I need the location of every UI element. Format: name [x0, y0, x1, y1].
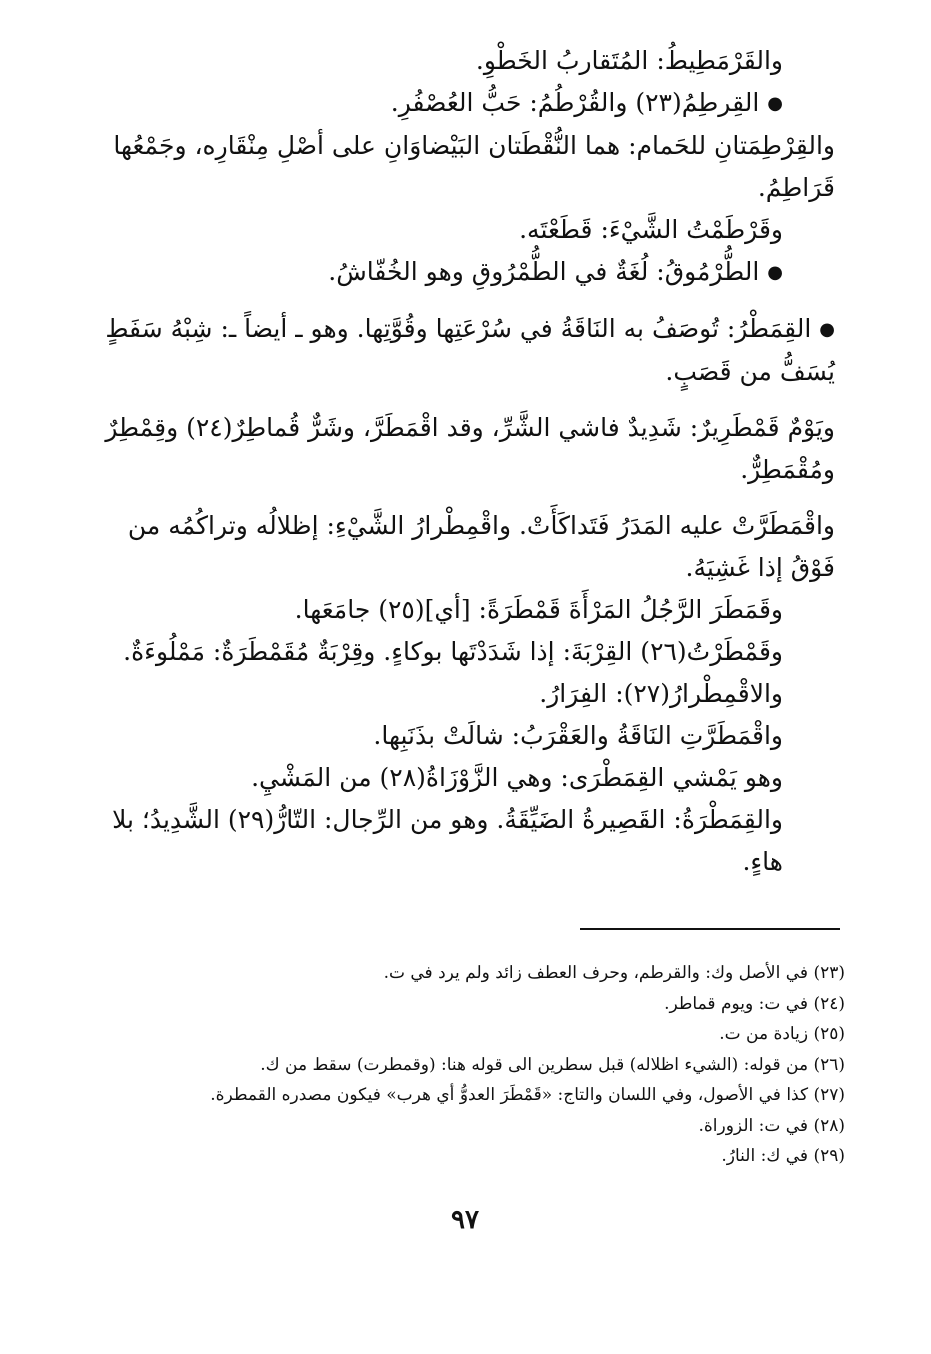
- footnote: (٢٤) في ت: ويوم قماطر.: [664, 993, 845, 1014]
- footnote: (٢٨) في ت: الزوراة.: [698, 1115, 845, 1136]
- entry-line: [95, 631, 835, 673]
- entry-line: [95, 308, 835, 393]
- entry-line: [95, 209, 835, 251]
- entry-text: والقِرْطِمَتانِ للحَمام: هما النُّقْطَتان البَيْضاوَانِ على أصْلِ مِنْقَارِه، وجَمْعُها قَرَاطِمُ.: [113, 131, 835, 202]
- entry-line: [95, 407, 835, 491]
- entry-text: والقِمَطْرَةُ: القَصِيرةُ الضَيِّقَةُ. وهو من الرِّجال: التّارُّ(٢٩) الشَّدِيدُ؛ بلا هاءٍ.: [112, 805, 783, 876]
- entry-text: والقَرْمَطِيطُ: المُتَقاربُ الخَطْوِ.: [475, 46, 783, 75]
- entry-text: وقَرْطَمْتُ الشَّيْءَ: قَطَعْتَه.: [519, 215, 783, 244]
- footnote: (٢٦) من قوله: (الشيء اظلاله) قبل سطرين الى قوله هنا: (وقمطرت) سقط من ك.: [260, 1054, 845, 1075]
- entry-line: [95, 505, 835, 589]
- footnote: (٢٧) كذا في الأصول، وفي اللسان والتاج: «قَمْطَرَ العدوُّ أي هرب» فيكون مصدره القمطرة.: [210, 1085, 845, 1105]
- entry-line: [95, 673, 835, 715]
- footnote: (٢٣) في الأصل وك: والقرطم، وحرف العطف زائد ولم يرد في ت.: [383, 963, 845, 983]
- entry-line: [95, 82, 835, 125]
- entry-text: وقَمَطَرَ الرَّجُلُ المَرْأَةَ قَمْطَرَةً: [أي](٢٥) جامَعَها.: [294, 595, 783, 624]
- main-text-body: [95, 40, 835, 883]
- entry-text: الطُّرْمُوقُ: لُغَةٌ في الطُّمْرُوقِ وهو الخُفّاشُ.: [328, 257, 760, 286]
- entry-line: [95, 40, 835, 82]
- entry-text: واقْمَطَرَّتْ عليه المَدَرُ فَتَداكَأَتْ. واقْمِطْرارُ الشَّيْءِ: إظلالُه وتراكُمُه من فَوْقُ إذا غَشِيَهُ.: [127, 511, 835, 582]
- entry-line: [95, 715, 835, 757]
- entry-text: والاقْمِطْرارُ(٢٧): الفِرَارُ.: [539, 679, 783, 708]
- entry-line: [95, 799, 835, 883]
- entry-line: [95, 757, 835, 799]
- entry-text: ويَوْمٌ قَمْطَرِيرٌ: شَدِيدٌ فاشي الشَّرِّ، وقد اقْمَطَرَّ، وشَرٌّ قُماطِرٌ(٢٤) وقِمْطِرٌ ومُقْمَطِرٌّ.: [105, 413, 835, 484]
- bullet-icon: ●: [819, 319, 835, 340]
- entry-text: وقَمْطَرْتُ(٢٦) القِرْبَةَ: إذا شَدَدْتَها بوكاءٍ. وقِرْبَةٌ مُقَمْطَرَةٌ: مَمْلُوءَةٌ.: [123, 637, 783, 666]
- entry-text: القِرطِمُ(٢٣) والقُرْطُمُ: حَبُّ العُصْفُرِ.: [390, 88, 760, 117]
- footnote: (٢٥) زيادة من ت.: [719, 1024, 845, 1044]
- bullet-icon: ●: [767, 93, 783, 114]
- footnotes-section: [120, 958, 845, 1172]
- page-number: ٩٧: [451, 1205, 479, 1235]
- footnote: (٢٩) في ك: النارُ.: [721, 1146, 845, 1166]
- entry-text: واقْمَطَرَّتِ النَاقَةُ والعَقْرَبُ: شالَتْ بذَنَبِها.: [373, 721, 783, 750]
- entry-text: القِمَطْرُ: تُوصَفُ به النَاقَةُ في سُرْعَتِها وقُوَّتِها. وهو ـ أيضاً ـ: شِبْهُ سَفَطٍ يُسَفُّ من قَصَبٍ.: [105, 314, 835, 386]
- entry-line: [95, 589, 835, 631]
- bullet-icon: ●: [767, 262, 783, 283]
- entry-line: [95, 125, 835, 209]
- footnote-separator: [580, 928, 840, 930]
- entry-text: وهو يَمْشي القِمَطْرَى: وهي الزَّوْزَاةُ(٢٨) من المَشْيِ.: [251, 763, 783, 792]
- entry-line: [95, 251, 835, 294]
